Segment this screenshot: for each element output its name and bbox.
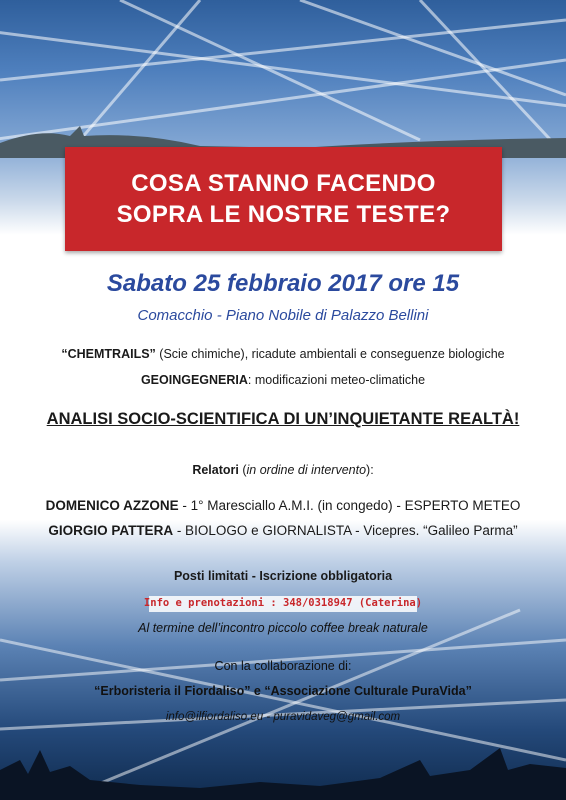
contact-emails: info@ilfiordaliso.eu - puravidaveg@gmail.com [165,711,401,723]
speaker-2-name: GIORGIO PATTERA [48,523,174,538]
title-line-1: COSA STANNO FACENDO [131,170,436,197]
info-contact: Info e prenotazioni : 348/0318947 (Caterina) [143,597,423,609]
speakers-label-open: ( [238,463,247,477]
coffee-break-note: Al termine dell’incontro piccolo coffee break naturale [138,621,428,635]
topic-geoengineering [0,373,566,387]
speakers-label-close: ): [366,463,374,477]
topic-chemtrails-desc: (Scie chimiche), ricadute ambientali e conseguenze biologiche [155,347,505,361]
speakers-label [0,463,566,477]
speaker-1-name: DOMENICO AZZONE [45,498,179,513]
speaker-2-desc: - BIOLOGO e GIORNALISTA - Vicepres. “Galileo Parma” [173,523,518,538]
speaker-1-desc: - 1° Maresciallo A.M.I. (in congedo) - ESPERTO METEO [178,498,521,513]
event-venue: Comacchio - Piano Nobile di Palazzo Bellini [137,307,429,324]
speakers-label-bold: Relatori [192,463,239,477]
collaboration-label: Con la collaborazione di: [214,659,352,673]
speaker-2 [0,523,566,538]
title-line-2: SOPRA LE NOSTRE TESTE? [116,201,451,228]
registration-note: Posti limitati - Iscrizione obbligatoria [173,569,393,583]
collaboration-partners: “Erboristeria il Fiordaliso” e “Associazione Culturale PuraVida” [94,684,472,698]
speakers-label-italic: in ordine di intervento [246,463,367,477]
topic-chemtrails [0,347,566,361]
event-date: Sabato 25 febbraio 2017 ore 15 [106,270,460,297]
tree-silhouette [0,730,566,800]
title-banner [65,147,502,251]
topic-geoengineering-desc: : modificazioni meteo-climatiche [247,373,426,387]
topic-chemtrails-title: “CHEMTRAILS” [61,347,156,361]
speaker-1 [0,498,566,513]
headline: ANALISI SOCIO-SCIENTIFICA DI UN’INQUIETANTE REALTÀ! [46,410,520,428]
topic-geoengineering-title: GEOINGEGNERIA [140,373,248,387]
